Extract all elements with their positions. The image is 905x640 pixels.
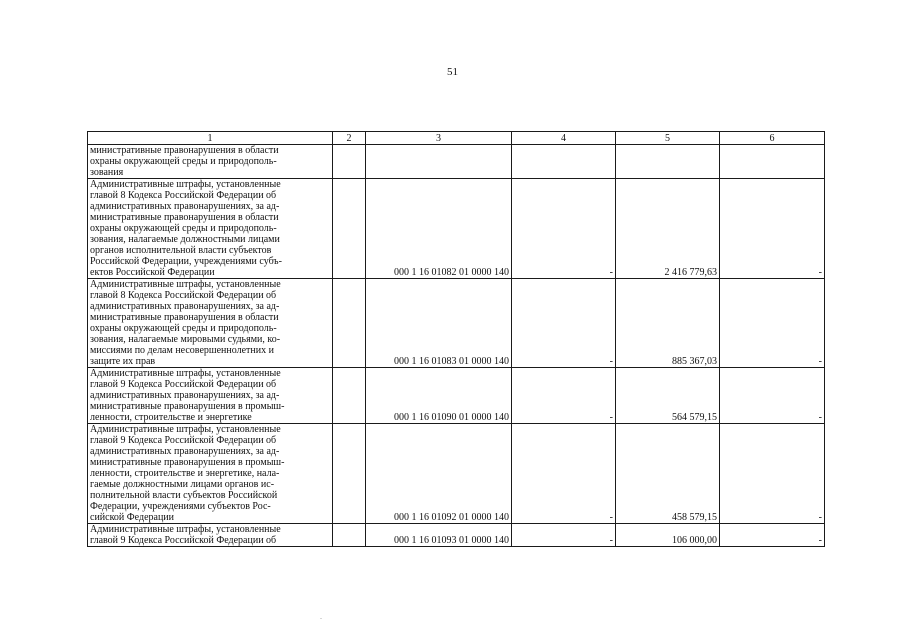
description-line: ектов Российской Федерации [90,267,215,278]
row-col5: 885 367,03 [616,279,720,368]
description-line: министративные правонарушения в промыш- [90,457,285,468]
page-number: 51 [447,66,458,78]
row-description [88,145,333,179]
description-line: Административные штрафы, установленные [90,368,281,379]
row-col2 [333,368,366,424]
description-line: сийской Федерации [90,512,175,523]
description-line: зования, налагаемые мировыми судьями, ко- [90,334,281,345]
description-line: министративные правонарушения в области [90,312,279,323]
header-col-6: 6 [720,132,825,145]
description-line: главой 8 Кодекса Российской Федерации об [90,290,277,301]
row-col2 [333,179,366,279]
table-row [88,145,825,179]
row-col6: - [720,179,825,279]
row-code [366,145,512,179]
description-line: главой 9 Кодекса Российской Федерации об [90,435,277,446]
row-col4: - [512,424,616,524]
description-line: Административные штрафы, установленные [90,524,281,535]
row-col2 [333,145,366,179]
row-col4: - [512,179,616,279]
footer-mark: . [320,612,322,621]
row-code: 000 1 16 01083 01 0000 140 [366,279,512,368]
header-col-3: 3 [366,132,512,145]
row-description [88,524,333,547]
row-col2 [333,279,366,368]
description-line: министративные правонарушения в области [90,212,279,223]
table-row [88,424,825,524]
description-line: ленности, строительстве и энергетике [90,412,252,423]
description-line: административных правонарушениях, за ад- [90,201,280,212]
description-line: главой 9 Кодекса Российской Федерации об [90,535,277,546]
description-line: административных правонарушениях, за ад- [90,446,280,457]
row-code: 000 1 16 01082 01 0000 140 [366,179,512,279]
header-col-2: 2 [333,132,366,145]
row-col5: 458 579,15 [616,424,720,524]
description-line: министративные правонарушения в области [90,145,279,156]
description-line: охраны окружающей среды и природополь- [90,223,277,234]
description-line: Федерации, учреждениями субъектов Рос- [90,501,271,512]
row-col6 [720,145,825,179]
description-line: зования [90,167,124,178]
description-line: охраны окружающей среды и природополь- [90,156,277,167]
description-line: миссиями по делам несовершеннолетних и [90,345,274,356]
description-line: ленности, строительстве и энергетике, нала- [90,468,280,479]
row-col6: - [720,279,825,368]
description-line: органов исполнительной власти субъектов [90,245,272,256]
description-line: Административные штрафы, установленные [90,424,281,435]
row-col4: - [512,279,616,368]
row-col5: 106 000,00 [616,524,720,547]
description-line: министративные правонарушения в промыш- [90,401,285,412]
description-line: главой 8 Кодекса Российской Федерации об [90,190,277,201]
row-description [88,368,333,424]
table-row [88,279,825,368]
description-line: Административные штрафы, установленные [90,279,281,290]
row-col5 [616,145,720,179]
header-row [88,132,825,145]
row-description [88,424,333,524]
description-line: главой 9 Кодекса Российской Федерации об [90,379,277,390]
table-row [88,368,825,424]
description-line: гаемые должностными лицами органов ис- [90,479,275,490]
description-line: Административные штрафы, установленные [90,179,281,190]
row-col6: - [720,368,825,424]
description-line: охраны окружающей среды и природополь- [90,323,277,334]
description-line: полнительной власти субъектов Российской [90,490,278,501]
description-line: административных правонарушениях, за ад- [90,390,280,401]
row-code: 000 1 16 01092 01 0000 140 [366,424,512,524]
description-line: административных правонарушениях, за ад- [90,301,280,312]
row-col2 [333,524,366,547]
row-col4: - [512,524,616,547]
row-col4: - [512,368,616,424]
row-description [88,179,333,279]
row-col6: - [720,424,825,524]
row-description [88,279,333,368]
table-row [88,524,825,547]
row-col5: 2 416 779,63 [616,179,720,279]
header-col-4: 4 [512,132,616,145]
header-col-1: 1 [88,132,333,145]
row-code: 000 1 16 01093 01 0000 140 [366,524,512,547]
row-code: 000 1 16 01090 01 0000 140 [366,368,512,424]
row-col6: - [720,524,825,547]
row-col2 [333,424,366,524]
revenue-table [87,131,825,547]
row-col5: 564 579,15 [616,368,720,424]
table-row [88,179,825,279]
description-line: Российской Федерации, учреждениями субъ- [90,256,282,267]
description-line: защите их прав [90,356,156,367]
description-line: зования, налагаемые должностными лицами [90,234,280,245]
row-col4 [512,145,616,179]
header-col-5: 5 [616,132,720,145]
